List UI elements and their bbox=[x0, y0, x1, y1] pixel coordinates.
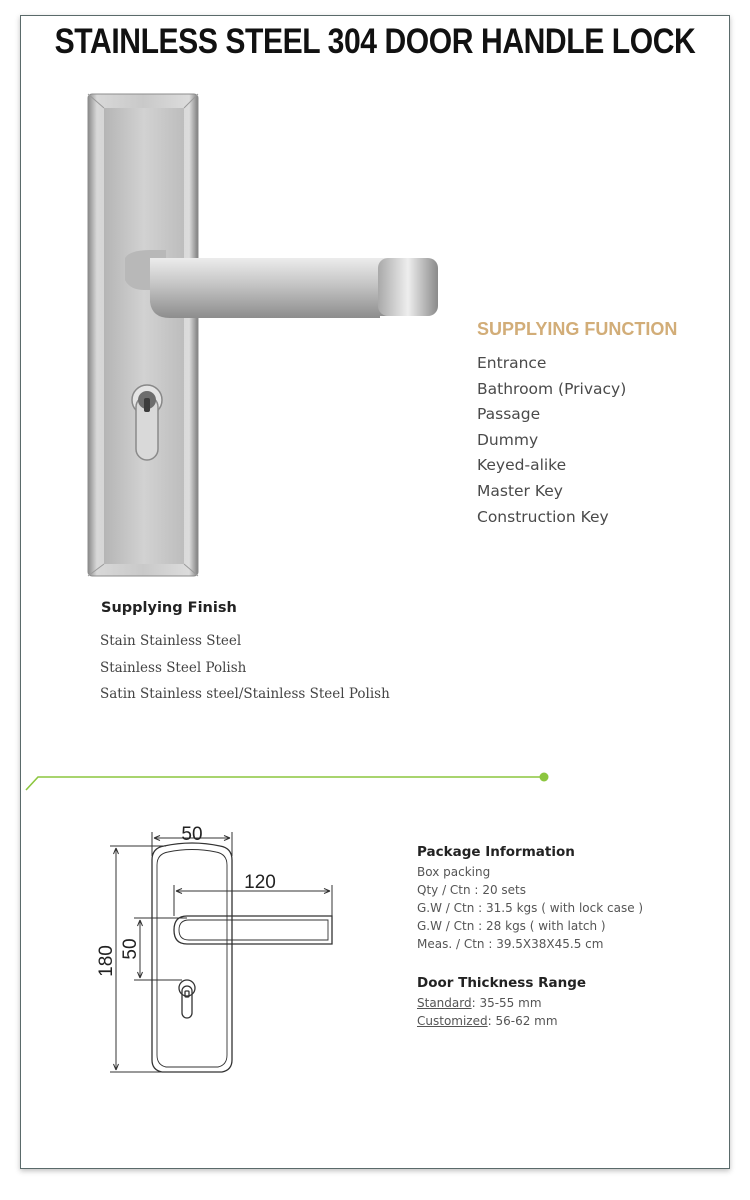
gw2-row bbox=[417, 917, 643, 935]
gw2-value: 28 kgs ( with latch ) bbox=[486, 919, 606, 933]
function-item: Dummy bbox=[477, 430, 539, 449]
door-thickness-list bbox=[417, 994, 558, 1030]
dim-lever-length: 120 bbox=[244, 872, 276, 893]
standard-row bbox=[417, 994, 558, 1012]
key-cylinder bbox=[132, 385, 162, 460]
finish-item: Stainless Steel Polish bbox=[100, 659, 247, 676]
packing-type: Box packing bbox=[417, 865, 491, 879]
meas-value: 39.5X38X45.5 cm bbox=[496, 937, 604, 951]
customized-label: Customized bbox=[417, 1014, 488, 1028]
function-item: Master Key bbox=[477, 481, 563, 500]
finish-item: Stain Stainless Steel bbox=[100, 633, 242, 649]
function-item: Entrance bbox=[477, 354, 547, 372]
drawing-back-plate bbox=[152, 843, 232, 1072]
lever-handle bbox=[125, 250, 438, 318]
dim-total-height: 180 bbox=[96, 945, 117, 977]
qty-label: Qty / Ctn : bbox=[417, 883, 479, 897]
dim-plate-width: 50 bbox=[181, 824, 203, 845]
page-title: STAINLESS STEEL 304 DOOR HANDLE LOCK bbox=[54, 22, 696, 61]
door-handle-photo bbox=[80, 90, 450, 585]
supplying-function-title: SUPPLYING FUNCTION bbox=[477, 319, 678, 339]
gw1-value: 31.5 kgs ( with lock case ) bbox=[486, 901, 644, 915]
door-thickness-title: Door Thickness Range bbox=[417, 975, 587, 991]
finish-item: Satin Stainless steel/Stainless Steel Polish bbox=[100, 686, 390, 702]
gw1-row bbox=[417, 899, 643, 917]
supplying-function-list bbox=[477, 351, 626, 530]
function-item: Construction Key bbox=[477, 507, 609, 526]
customized-value: : 56-62 mm bbox=[487, 1014, 558, 1028]
dim-handle-to-key: 50 bbox=[120, 938, 141, 960]
gw1-label: G.W / Ctn : bbox=[417, 901, 483, 915]
supplying-finish-title: Supplying Finish bbox=[101, 600, 237, 616]
dimension-drawing bbox=[90, 820, 350, 1090]
function-item: Bathroom (Privacy) bbox=[477, 379, 627, 398]
section-divider bbox=[24, 770, 554, 794]
standard-label: Standard bbox=[417, 996, 472, 1010]
function-item: Keyed-alike bbox=[477, 456, 567, 475]
qty-value: 20 sets bbox=[482, 883, 526, 897]
meas-row bbox=[417, 935, 643, 953]
customized-row bbox=[417, 1012, 558, 1030]
supplying-finish-list bbox=[100, 631, 390, 711]
package-info-list bbox=[417, 863, 643, 953]
qty-row bbox=[417, 881, 643, 899]
gw2-label: G.W / Ctn : bbox=[417, 919, 483, 933]
function-item: Passage bbox=[477, 405, 541, 424]
back-plate bbox=[88, 94, 198, 576]
meas-label: Meas. / Ctn : bbox=[417, 937, 493, 951]
package-info-title: Package Information bbox=[417, 844, 575, 860]
standard-value: : 35-55 mm bbox=[471, 996, 542, 1010]
